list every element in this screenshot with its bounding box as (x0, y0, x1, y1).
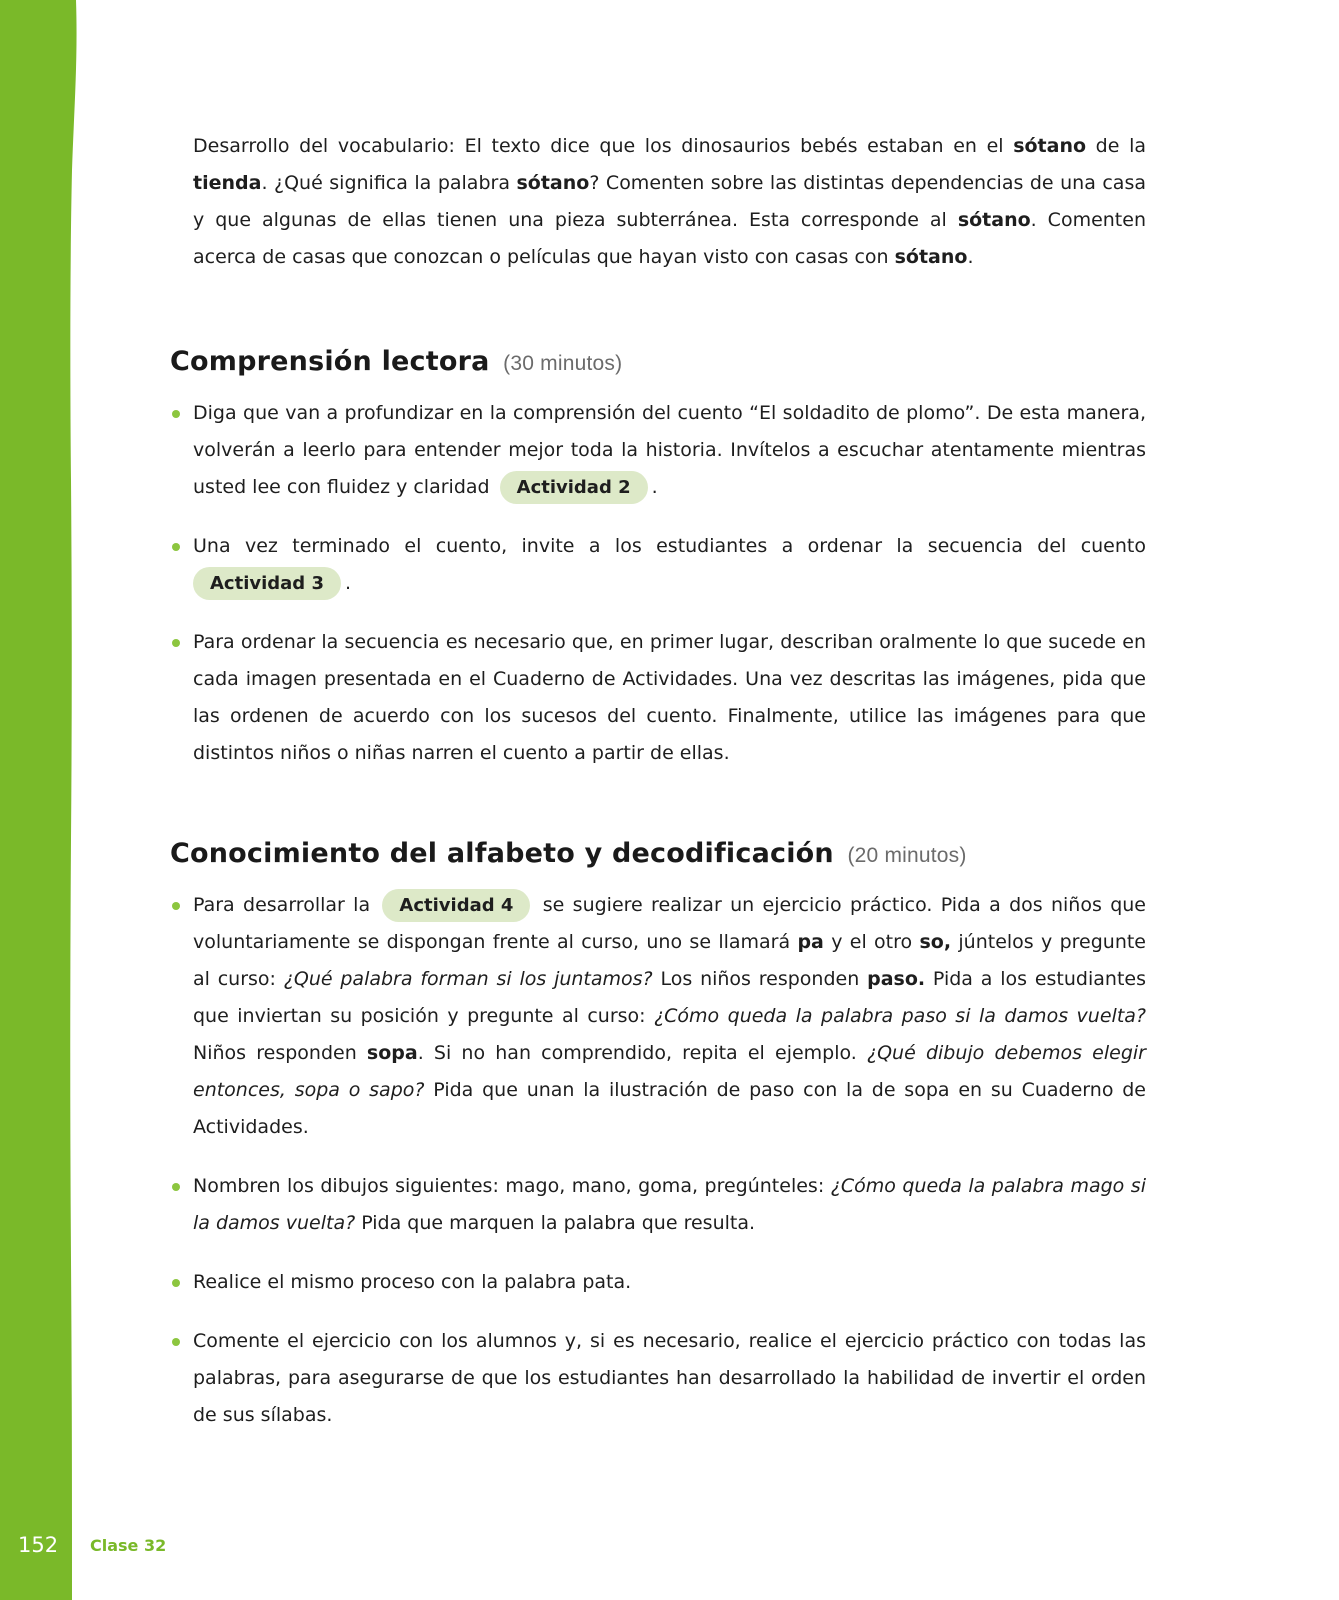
list-item: Para desarrollar la Actividad 4 se sugiere realizar un ejercicio práctico. Pida a dos niños que voluntariamente se dispongan frente al curso, uno se llamará pa y el otro so, júntelos y pregunte al curso: ¿Qué palabra forman si los juntamos? Los niños responden paso. Pida a los estudiantes que inviertan su posición y pregunte al curso: ¿Cómo queda la palabra paso si la damos vuelta? Niños responden sopa. Si no han comprendido, repita el ejemplo. ¿Qué dibujo debemos elegir entonces, sopa o sapo? Pida que unan la ilustración de paso con la de sopa en su Cuaderno de Actividades. (170, 887, 1146, 1146)
activity-badge: Actividad 4 (382, 889, 530, 922)
vocabulary-paragraph: Desarrollo del vocabulario: El texto dice que los dinosaurios bebés estaban en el sótano de la tienda. ¿Qué significa la palabra sótano? Comenten sobre las distintas dependencias de una casa y que algunas de ellas tienen una pieza subterránea. Esta corresponde al sótano. Comenten acerca de casas que conozcan o películas que hayan visto con casas con sótano. (193, 135, 1146, 268)
page-number: 152 (18, 1533, 59, 1557)
activity-badge: Actividad 3 (193, 567, 341, 600)
list-item: Diga que van a profundizar en la comprensión del cuento “El soldadito de plomo”. De esta manera, volverán a leerlo para entender mejor toda la historia. Invítelos a escuchar atentamente mientras usted lee con fluidez y claridad Actividad 2 . (170, 395, 1146, 506)
page-content (170, 128, 1146, 1456)
list-item: Realice el mismo proceso con la palabra pata. (170, 1264, 1146, 1301)
comprension-list (170, 395, 1146, 772)
class-label: Clase 32 (90, 1536, 167, 1555)
section-duration: (30 minutos) (503, 352, 623, 375)
section-heading-comprension: Comprensión lectora (30 minutos) (170, 346, 623, 377)
section-heading-alfabeto: Conocimiento del alfabeto y decodificación (20 minutos) (170, 838, 967, 869)
list-item: Comente el ejercicio con los alumnos y, si es necesario, realice el ejercicio práctico con todas las palabras, para asegurarse de que los estudiantes han desarrollado la habilidad de invertir el orden de sus sílabas. (170, 1323, 1146, 1434)
activity-badge: Actividad 2 (500, 471, 648, 504)
section-duration: (20 minutos) (847, 844, 967, 867)
list-item: Una vez terminado el cuento, invite a los estudiantes a ordenar la secuencia del cuento Actividad 3 . (170, 528, 1146, 602)
green-margin-band (0, 0, 84, 1600)
alfabeto-list (170, 887, 1146, 1434)
list-item: Nombren los dibujos siguientes: mago, mano, goma, pregúnteles: ¿Cómo queda la palabra mago si la damos vuelta? Pida que marquen la palabra que resulta. (170, 1168, 1146, 1242)
list-item: Para ordenar la secuencia es necesario que, en primer lugar, describan oralmente lo que sucede en cada imagen presentada en el Cuaderno de Actividades. Una vez descritas las imágenes, pida que las ordenen de acuerdo con los sucesos del cuento. Finalmente, utilice las imágenes para que distintos niños o niñas narren el cuento a partir de ellas. (170, 624, 1146, 772)
